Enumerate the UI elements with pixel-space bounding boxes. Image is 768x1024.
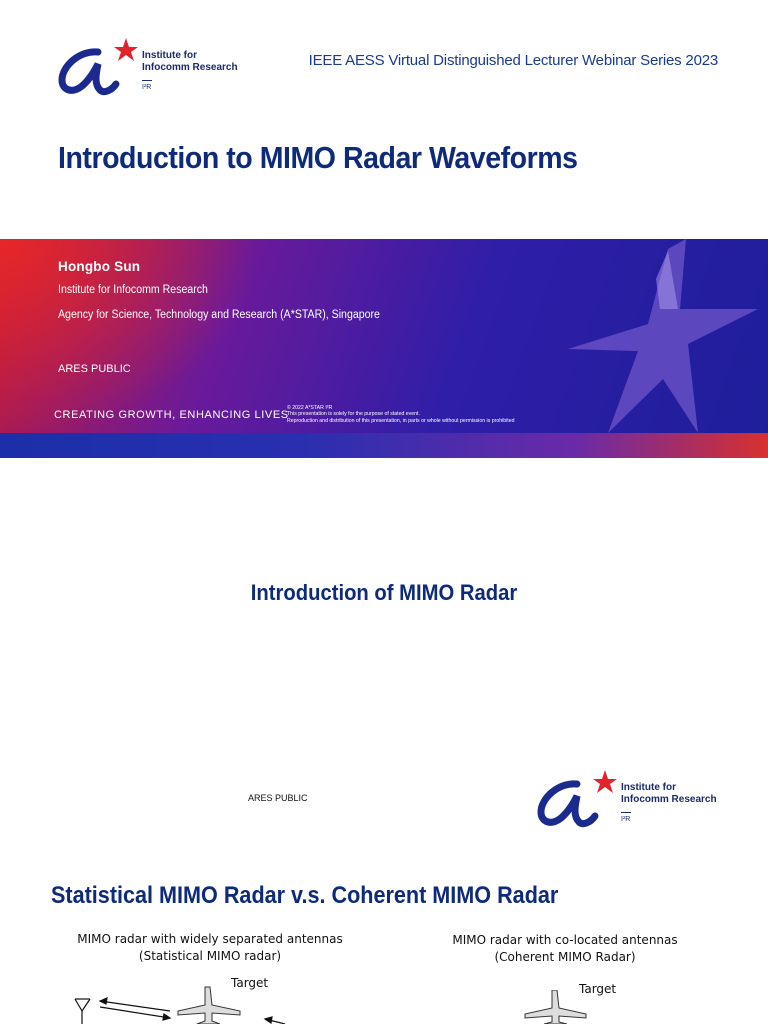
star-watermark-icon [568, 239, 768, 433]
title-banner [0, 239, 768, 458]
classification-label: ARES PUBLIC [58, 363, 131, 375]
statistical-mimo-diagram [70, 985, 310, 1024]
logo-divider [621, 812, 631, 813]
webinar-series-title: IEEE AESS Virtual Distinguished Lecturer Webinar Series 2023 [308, 52, 718, 69]
slide-title: Statistical MIMO Radar v.s. Coherent MIMO Radar [51, 882, 559, 909]
affiliation-institute: Institute for Infocomm Research [58, 284, 208, 296]
author-name: Hongbo Sun [58, 259, 141, 274]
i2r-logo [58, 36, 248, 106]
antenna-icon [75, 999, 90, 1024]
right-caption [415, 932, 715, 966]
copyright-line1: © 2022 A*STAR I²R [287, 405, 333, 411]
logo-wordmark [621, 782, 717, 806]
logo-abbreviation: I²R [142, 84, 152, 91]
presentation-title: Introduction to MIMO Radar Waveforms [58, 140, 578, 175]
target-label-right: Target [579, 982, 617, 996]
logo-divider [142, 80, 152, 81]
copyright-notice [287, 405, 515, 424]
i2r-logo-2 [537, 768, 727, 838]
a-star-logo-icon [58, 36, 140, 98]
logo-line2: Infocomm Research [142, 62, 238, 73]
left-caption [60, 931, 360, 965]
logo-line2: Infocomm Research [621, 794, 717, 805]
target-label-left: Target [231, 976, 269, 990]
airplane-icon [525, 990, 586, 1024]
banner-gradient-strip [0, 433, 768, 458]
logo-line1: Institute for [621, 782, 676, 793]
affiliation-agency: Agency for Science, Technology and Research (A*STAR), Singapore [58, 309, 380, 321]
left-caption-line2: (Statistical MIMO radar) [138, 949, 282, 963]
section-title: Introduction of MIMO Radar [250, 580, 518, 605]
logo-abbreviation: I²R [621, 816, 631, 823]
left-caption-line1: MIMO radar with widely separated antennas [77, 932, 343, 946]
tagline: CREATING GROWTH, ENHANCING LIVES [54, 409, 289, 421]
logo-wordmark [142, 50, 238, 74]
copyright-line2: This presentation is solely for the purpose of stated event. [287, 411, 420, 418]
classification-label-2: ARES PUBLIC [248, 793, 308, 803]
airplane-icon [178, 987, 240, 1024]
logo-line1: Institute for [142, 50, 197, 61]
copyright-line3: Reproduction and distribution of this presentation, in parts or whole without permission is prohibited [287, 417, 515, 424]
right-caption-line1: MIMO radar with co-located antennas [452, 933, 678, 947]
coherent-mimo-diagram [520, 990, 610, 1024]
right-caption-line2: (Coherent MIMO Radar) [494, 950, 636, 964]
a-star-logo-icon [537, 768, 619, 830]
